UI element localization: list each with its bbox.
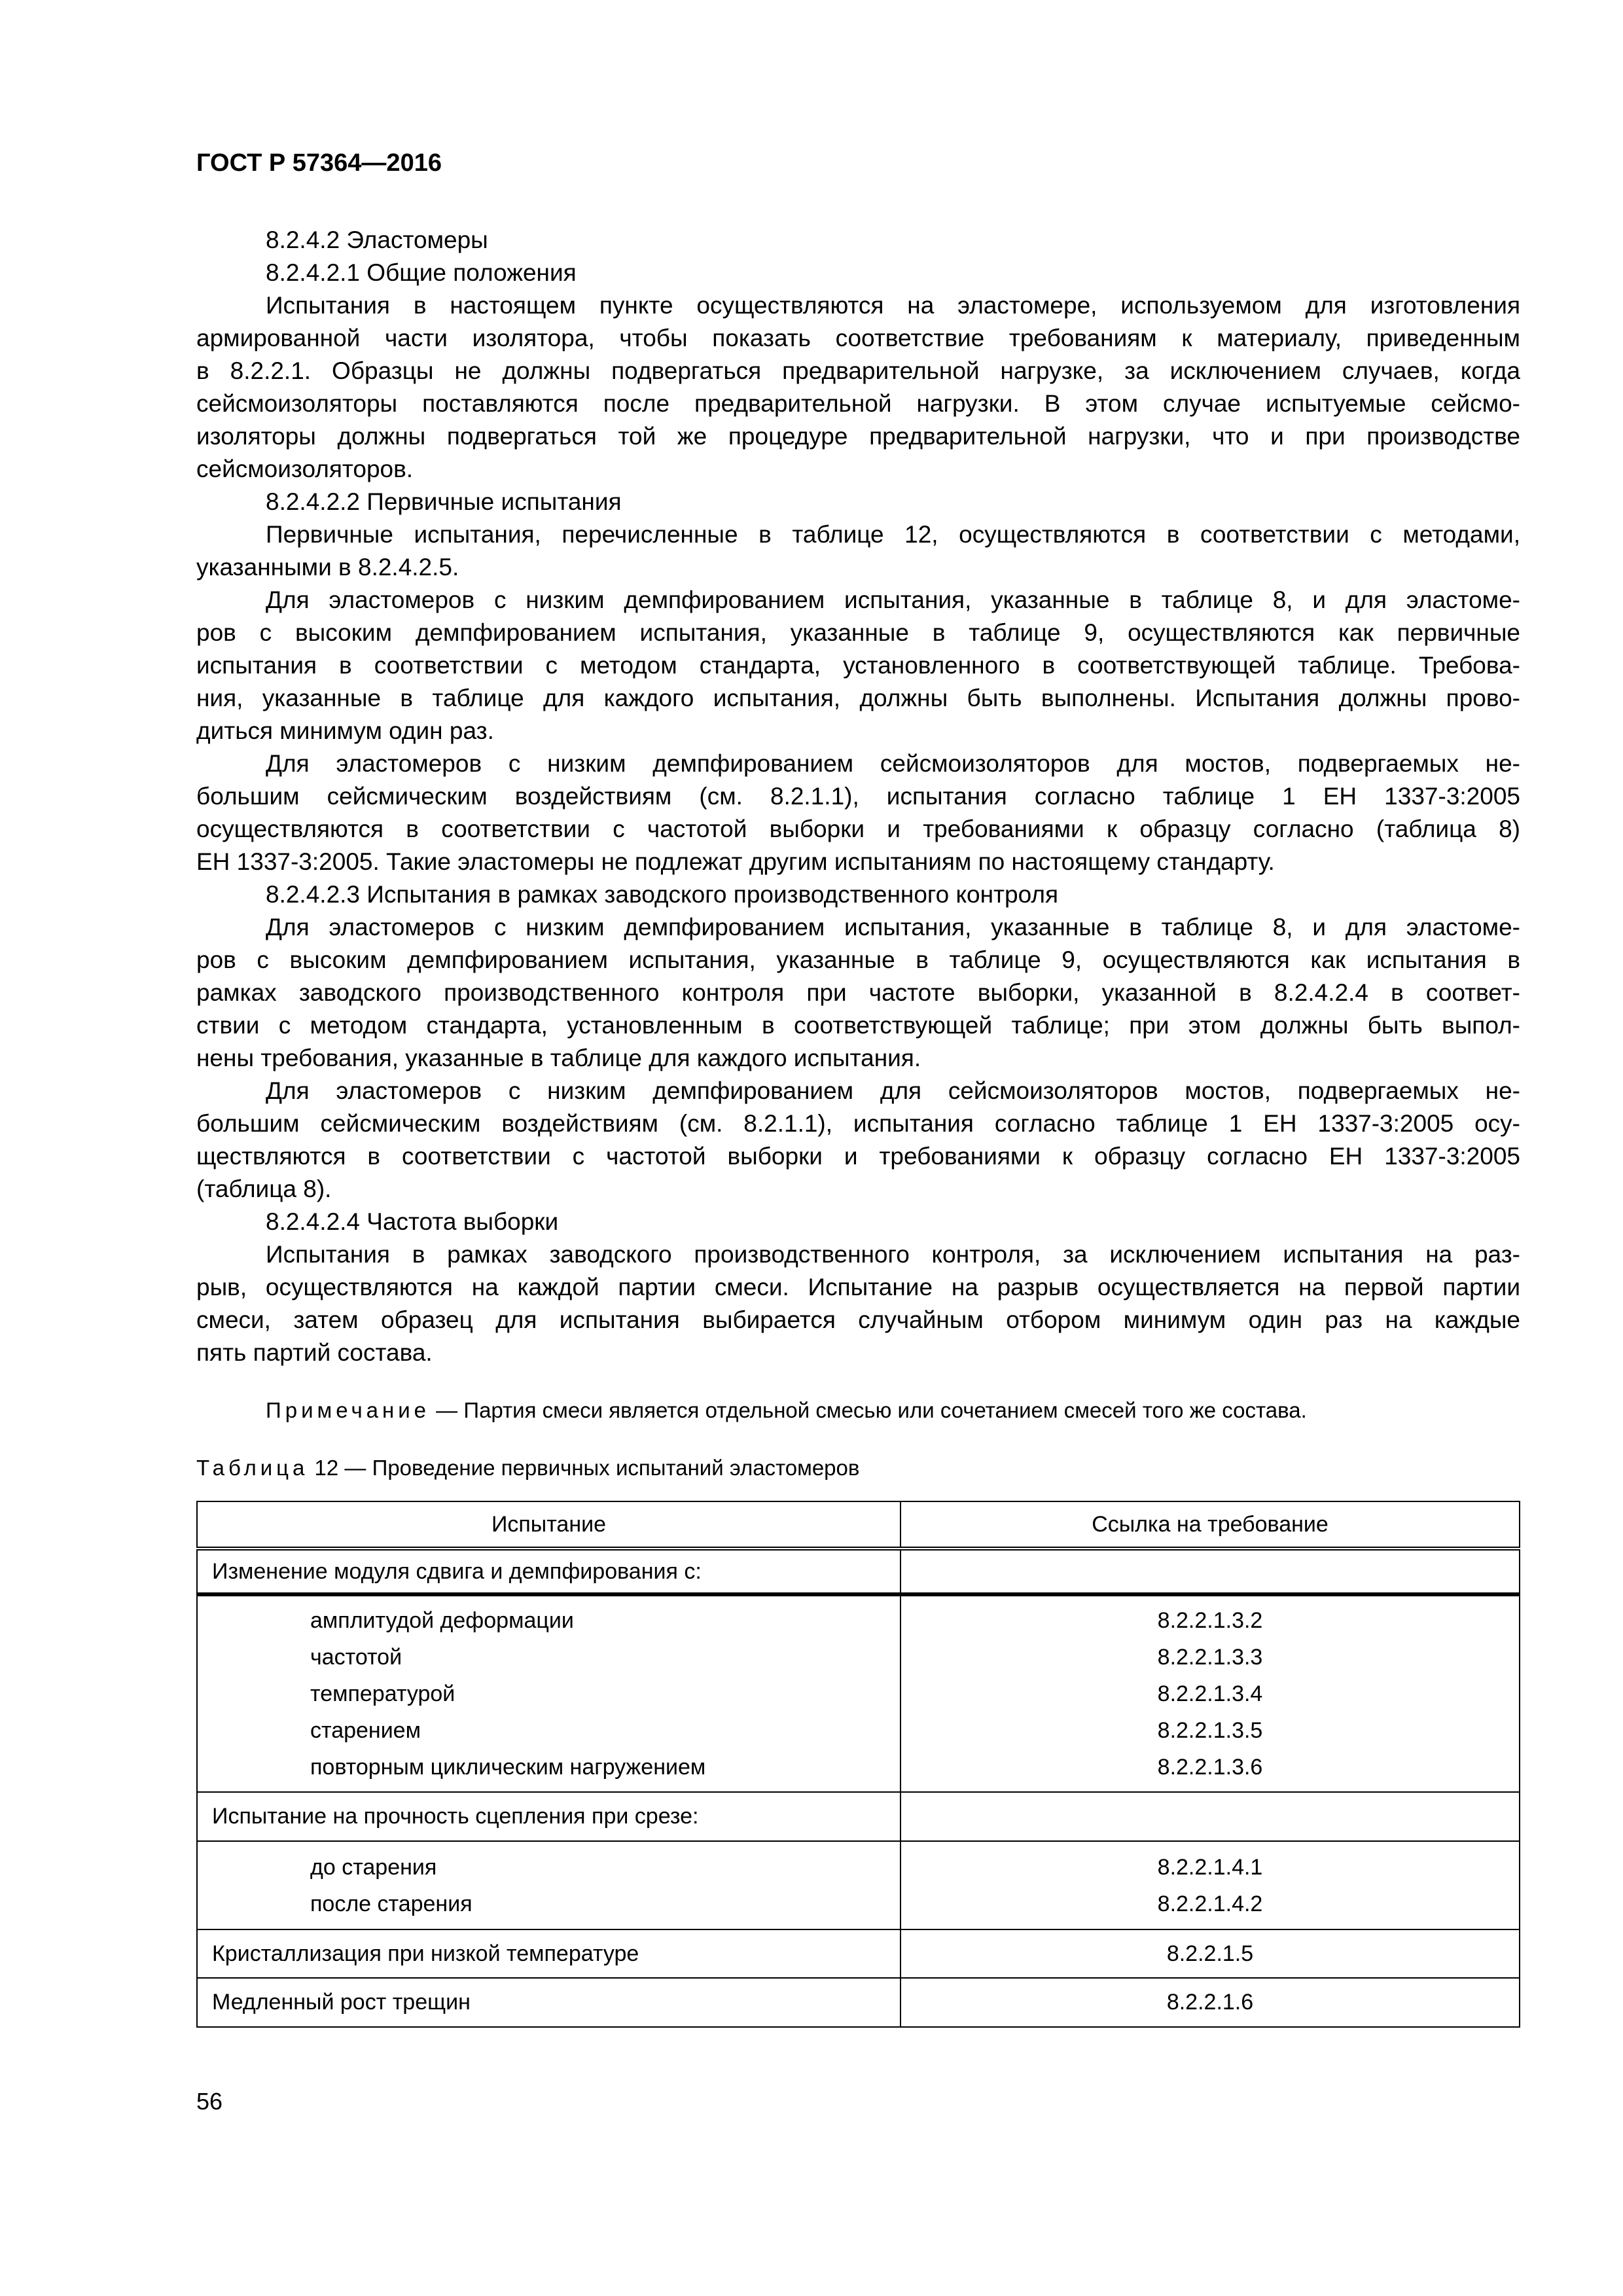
body-line: ров с высоким демпфированием испытания, указанные в таблице 9, осуществляются как первичные <box>196 619 1520 646</box>
test-ref: 8.2.2.1.3.5 <box>1157 1718 1263 1743</box>
test-item: повторным циклическим нагружением <box>310 1755 706 1780</box>
section-heading: 8.2.4.2.4 Частота выборки <box>266 1208 559 1235</box>
body-line: в 8.2.2.1. Образцы не должны подвергаться предварительной нагрузке, за исключением случаев, когда <box>196 357 1520 384</box>
body-line: рамках заводского производственного контроля при частоте выборки, указанной в 8.2.4.2.4 в соответ- <box>196 979 1520 1006</box>
table-row <box>197 1792 1520 1841</box>
group2-refs <box>901 1841 1520 1929</box>
test-ref: 8.2.2.1.3.6 <box>1157 1755 1263 1780</box>
table-caption <box>196 1456 859 1480</box>
note-text: — Партия смеси является отдельной смесью или сочетанием смесей того же состава. <box>430 1398 1307 1422</box>
group2-title: Испытание на прочность сцепления при срезе: <box>197 1792 901 1841</box>
body-line: рыв, осуществляются на каждой партии смеси. Испытание на разрыв осуществляется на первой партии <box>196 1274 1520 1300</box>
document-code: ГОСТ Р 57364—2016 <box>196 149 442 177</box>
table-row <box>197 1978 1520 2027</box>
body-line: нены требования, указанные в таблице для каждого испытания. <box>196 1045 921 1071</box>
test-item: до старения <box>310 1854 437 1880</box>
group1-title: Изменение модуля сдвига и демпфирования с: <box>197 1549 901 1594</box>
group2-items <box>197 1841 901 1929</box>
body-line: диться минимум один раз. <box>196 717 494 744</box>
note <box>266 1398 1307 1423</box>
body-line: большим сейсмическим воздействиям (см. 8.2.1.1), испытания согласно таблице 1 ЕН 1337-3:2005 осу- <box>196 1110 1520 1137</box>
test-ref: 8.2.2.1.3.3 <box>1157 1645 1263 1670</box>
test-name: Медленный рост трещин <box>197 1978 901 2027</box>
group1-items <box>197 1594 901 1792</box>
body-line: Для эластомеров с низким демпфированием сейсмоизоляторов для мостов, подвергаемых не- <box>266 750 1520 777</box>
test-item: после старения <box>310 1891 473 1916</box>
table-row <box>197 1929 1520 1978</box>
header-test: Испытание <box>197 1501 901 1549</box>
table-row <box>197 1549 1520 1594</box>
body-line: смеси, затем образец для испытания выбирается случайным отбором минимум один раз на каждые <box>196 1306 1520 1333</box>
test-ref: 8.2.2.1.3.4 <box>1157 1681 1263 1706</box>
test-ref: 8.2.2.1.4.2 <box>1157 1891 1263 1916</box>
table-12 <box>196 1501 1520 2028</box>
body-line: испытания в соответствии с методом стандарта, установленного в соответствующей таблице. Требова- <box>196 652 1520 679</box>
section-heading: 8.2.4.2.2 Первичные испытания <box>266 488 622 515</box>
table-row <box>197 1841 1520 1929</box>
body-line: Испытания в рамках заводского производственного контроля, за исключением испытания на раз- <box>266 1241 1520 1268</box>
body-line: ров с высоким демпфированием испытания, указанные в таблице 9, осуществляются как испытания в <box>196 946 1520 973</box>
body-line: указанными в 8.2.4.2.5. <box>196 554 459 581</box>
section-heading: 8.2.4.2.3 Испытания в рамках заводского производственного контроля <box>266 881 1058 908</box>
body-line: пять партий состава. <box>196 1339 433 1366</box>
test-ref: 8.2.2.1.3.2 <box>1157 1608 1263 1633</box>
test-item: амплитудой деформации <box>310 1608 574 1633</box>
body-line: Первичные испытания, перечисленные в таблице 12, осуществляются в соответствии с методами, <box>266 521 1520 548</box>
body-line: сейсмоизоляторов. <box>196 456 414 482</box>
body-line: большим сейсмическим воздействиям (см. 8.2.1.1), испытания согласно таблице 1 ЕН 1337-3:2005 <box>196 783 1520 810</box>
body-line: ЕН 1337-3:2005. Такие эластомеры не подлежат другим испытаниям по настоящему стандарту. <box>196 848 1275 875</box>
test-ref: 8.2.2.1.6 <box>901 1978 1520 2027</box>
body-line: ществляются в соответствии с частотой выборки и требованиями к образцу согласно ЕН 1337-3:2005 <box>196 1143 1520 1170</box>
test-ref: 8.2.2.1.5 <box>901 1929 1520 1978</box>
body-line: ния, указанные в таблице для каждого испытания, должны быть выполнены. Испытания должны прово- <box>196 685 1520 711</box>
body-line: осуществляются в соответствии с частотой выборки и требованиями к образцу согласно (таблица 8) <box>196 816 1520 842</box>
test-item: старением <box>310 1718 421 1743</box>
body-line: армированной части изолятора, чтобы показать соответствие требованиям к материалу, приведенным <box>196 325 1520 351</box>
body-line: Испытания в настоящем пункте осуществляются на эластомере, используемом для изготовления <box>266 292 1520 319</box>
table-caption-text: 12 — Проведение первичных испытаний эластомеров <box>308 1456 860 1480</box>
body-line: Для эластомеров с низким демпфированием для сейсмоизоляторов мостов, подвергаемых не- <box>266 1077 1520 1104</box>
header-ref: Ссылка на требование <box>901 1501 1520 1549</box>
page-number: 56 <box>196 2088 223 2115</box>
table-row <box>197 1594 1520 1792</box>
test-name: Кристаллизация при низкой температуре <box>197 1929 901 1978</box>
body-line: изоляторы должны подвергаться той же процедуре предварительной нагрузки, что и при производстве <box>196 423 1520 450</box>
test-item: температурой <box>310 1681 455 1706</box>
note-label: Примечание <box>266 1398 431 1422</box>
group1-refs <box>901 1594 1520 1792</box>
section-heading: 8.2.4.2.1 Общие положения <box>266 259 577 286</box>
test-item: частотой <box>310 1645 402 1670</box>
body-text <box>196 224 1520 1369</box>
table-header-row <box>197 1501 1520 1549</box>
table-caption-label: Таблица <box>196 1456 309 1480</box>
body-line: (таблица 8). <box>196 1175 332 1202</box>
body-line: ствии с методом стандарта, установленным в соответствующей таблице; при этом должны быть выпол- <box>196 1012 1520 1039</box>
body-line: сейсмоизоляторы поставляются после предварительной нагрузки. В этом случае испытуемые сейсмо- <box>196 390 1520 417</box>
test-ref: 8.2.2.1.4.1 <box>1157 1854 1263 1880</box>
body-line: Для эластомеров с низким демпфированием испытания, указанные в таблице 8, и для эластоме- <box>266 586 1520 613</box>
body-line: Для эластомеров с низким демпфированием испытания, указанные в таблице 8, и для эластоме- <box>266 914 1520 941</box>
section-heading: 8.2.4.2 Эластомеры <box>266 226 488 253</box>
